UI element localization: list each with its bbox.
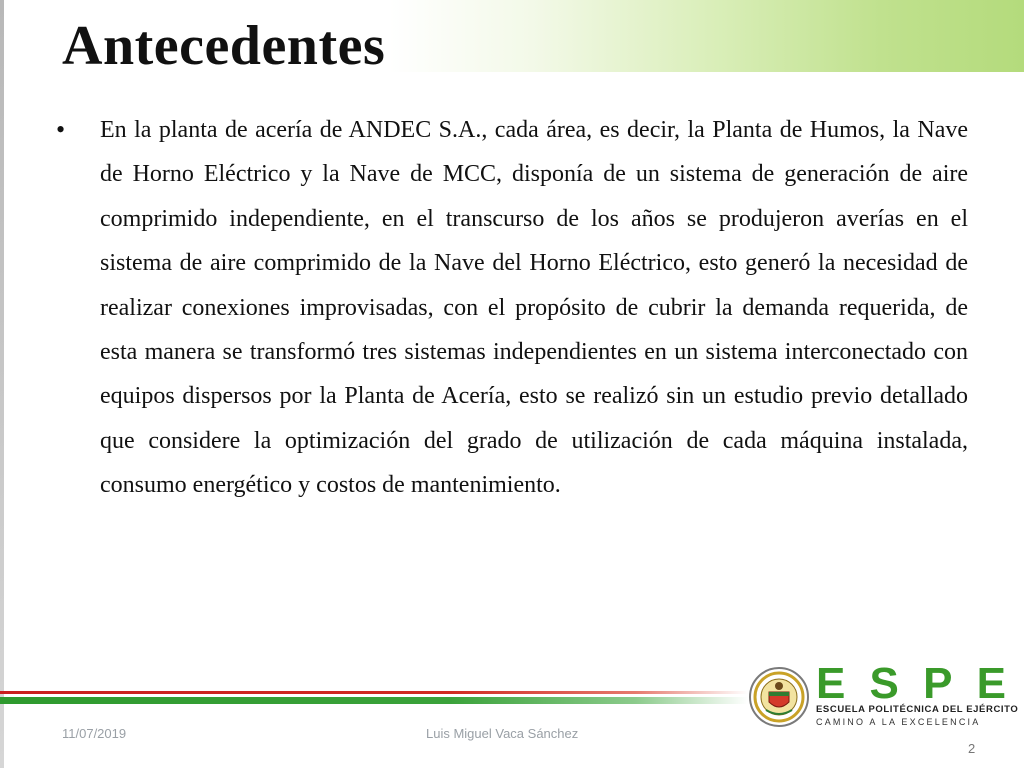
espe-letter: P [923,659,953,708]
page-number: 2 [968,741,976,756]
espe-motto: CAMINO A LA EXCELENCIA [816,717,981,727]
footer-date: 11/07/2019 [62,726,127,741]
slide-title: Antecedentes [62,15,386,77]
bullet-icon: • [56,115,66,144]
footer-rule-green [0,697,748,704]
left-border [0,0,4,768]
footer-author: Luis Miguel Vaca Sánchez [426,726,579,741]
bullet-text: En la planta de acería de ANDEC S.A., cada área, es decir, la Planta de Humos, la Nave de Horno Eléctrico y la Nave de MCC, disponía de un sistema de generación de aire comprimido independiente, en el transcurso de los años se produjeron averías en el sistema de aire comprimido de la Nave del Horno Eléctrico, esto generó la necesidad de realizar conexiones improvisadas, con el propósito de cubrir la demanda requerida, de esta manera se transformó tres sistemas independientes en un sistema interconectado con equipos dispersos por la Planta de Acería, esto se realizó sin un estudio previo detallado que considere la optimización del grado de utilización de cada máquina instalada, consumo energético y costos de mantenimiento. [100,117,968,499]
bullet-item [56,108,968,508]
espe-logo [744,659,1019,732]
university-seal-icon [748,666,810,728]
espe-letter: E [816,659,846,708]
footer-rule-red [0,691,748,694]
espe-wordmark [816,659,1006,708]
espe-subtitle: ESCUELA POLITÉCNICA DEL EJÉRCITO [816,704,1019,715]
espe-letter: E [976,659,1006,708]
espe-letter: S [869,659,899,708]
slide-body [56,108,968,508]
